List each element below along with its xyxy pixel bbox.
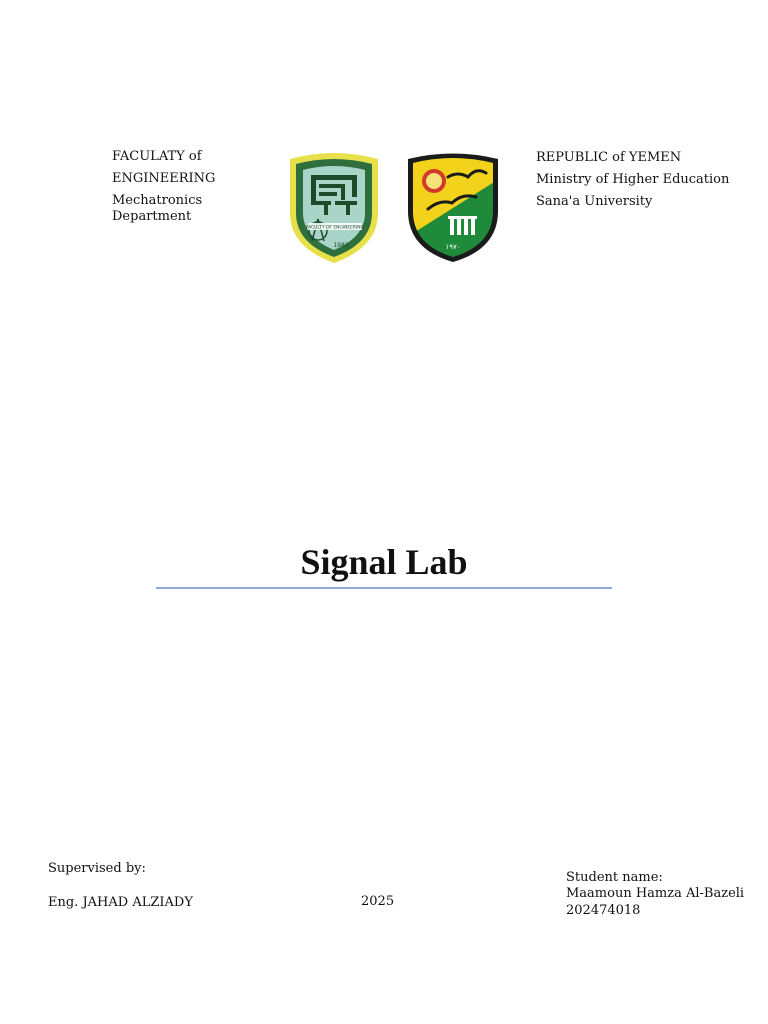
supervised-label: Supervised by:: [48, 861, 146, 876]
faculty-logo: [286, 151, 382, 265]
document-title: Signal Lab: [300, 542, 468, 582]
faculty-logo-year: 1983: [333, 242, 349, 249]
university-logo: [404, 153, 502, 263]
faculty-line-2: ENGINEERING: [112, 171, 216, 186]
university-line: Sana'a University: [536, 194, 653, 209]
faculty-logo-caption: FACULTY OF ENGINEERING: [306, 225, 364, 231]
document-year: 2025: [361, 894, 395, 909]
student-name: Maamoun Hamza Al-Bazeli: [566, 886, 745, 901]
department-line-1: Mechatronics: [112, 193, 203, 208]
republic-line: REPUBLIC of YEMEN: [536, 150, 682, 165]
student-label: Student name:: [566, 870, 663, 885]
ministry-line: Ministry of Higher Education: [536, 172, 730, 187]
faculty-line-1: FACULATY of: [112, 149, 202, 164]
student-id: 202474018: [566, 903, 641, 918]
department-line-2: Department: [112, 209, 192, 224]
university-logo-year: ١٩٧٠: [445, 243, 461, 251]
supervisor-name: Eng. JAHAD ALZIADY: [48, 895, 193, 910]
title-underline: [156, 587, 612, 589]
